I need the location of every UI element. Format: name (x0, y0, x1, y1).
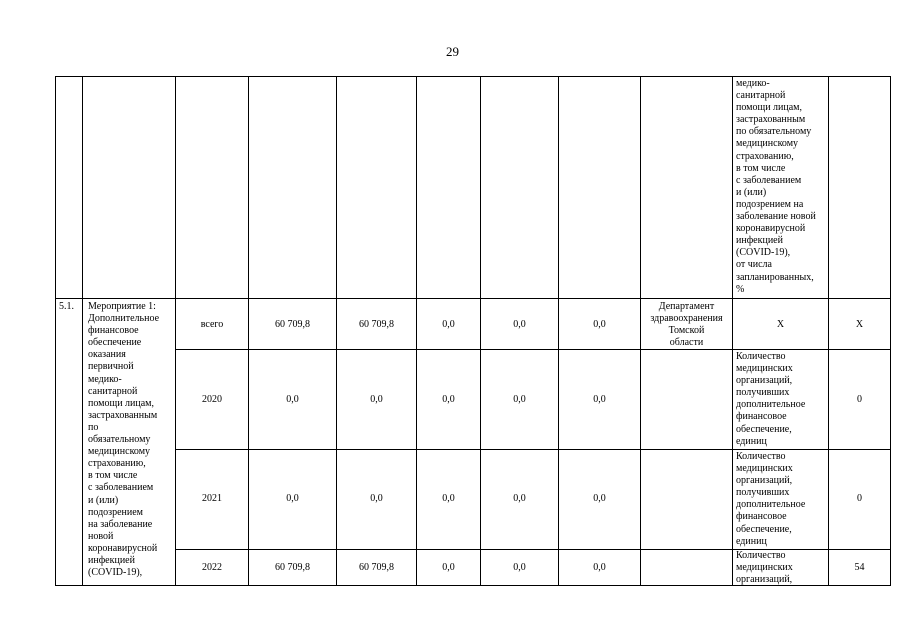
indicator-cell: Количество медицинских организаций, получивших дополнительное финансовое обеспечение, единиц (736, 351, 806, 447)
amount-cell: 60 709,8 (359, 319, 394, 330)
amount-cell: 60 709,8 (359, 562, 394, 573)
amount-cell: 0,0 (593, 562, 606, 573)
amount-cell: 0,0 (442, 394, 455, 405)
total-cell: 60 709,8 (275, 319, 310, 330)
total-cell: 60 709,8 (275, 562, 310, 573)
amount-cell: 0,0 (442, 493, 455, 504)
value-cell: 0 (857, 493, 862, 504)
amount-cell: 0,0 (513, 394, 526, 405)
value-cell: Х (855, 319, 864, 330)
measure-name: Мероприятие 1: Дополнительное финансовое обеспечение оказания первичной медико- санитарной помощи лицам, застрахованным по обязательному медицинскому страхованию, в том числе с заболеванием и (или) подозрением на заболевание новой коронавирусной инфекцией (COVID-19), (88, 301, 160, 579)
period-cell: 2021 (202, 493, 222, 504)
executor-name: Департамент здравоохранения Томской области (650, 301, 723, 349)
amount-cell: 0,0 (442, 562, 455, 573)
period-cell: 2022 (202, 562, 222, 573)
amount-cell: 0,0 (593, 493, 606, 504)
amount-cell: 0,0 (593, 394, 606, 405)
total-cell: 0,0 (286, 493, 299, 504)
indicator-cell: Количество медицинских организаций, получивших дополнительное финансовое обеспечение, единиц (736, 451, 806, 547)
amount-cell: 0,0 (370, 493, 383, 504)
amount-cell: 0,0 (513, 319, 526, 330)
value-cell: 0 (857, 394, 862, 405)
total-cell: 0,0 (286, 394, 299, 405)
value-cell: 54 (854, 562, 865, 573)
indicator-cell: Х (776, 319, 785, 330)
amount-cell: 0,0 (370, 394, 383, 405)
amount-cell: 0,0 (593, 319, 606, 330)
top-indicator-text: медико- санитарной помощи лицам, застрахованным по обязательному медицинскому страхованию, в том числе с заболеванием и (или) подозрением на заболевание новой коронавирусной инфекцией (COVID-19), от числа запланированных, % (736, 78, 816, 295)
amount-cell: 0,0 (442, 319, 455, 330)
page-number: 29 (446, 44, 459, 59)
period-cell: 2020 (202, 394, 222, 405)
amount-cell: 0,0 (513, 493, 526, 504)
indicator-cell: Количество медицинских организаций, (736, 550, 793, 586)
row-number: 5.1. (59, 301, 74, 312)
amount-cell: 0,0 (513, 562, 526, 573)
period-cell: всего (200, 319, 224, 330)
